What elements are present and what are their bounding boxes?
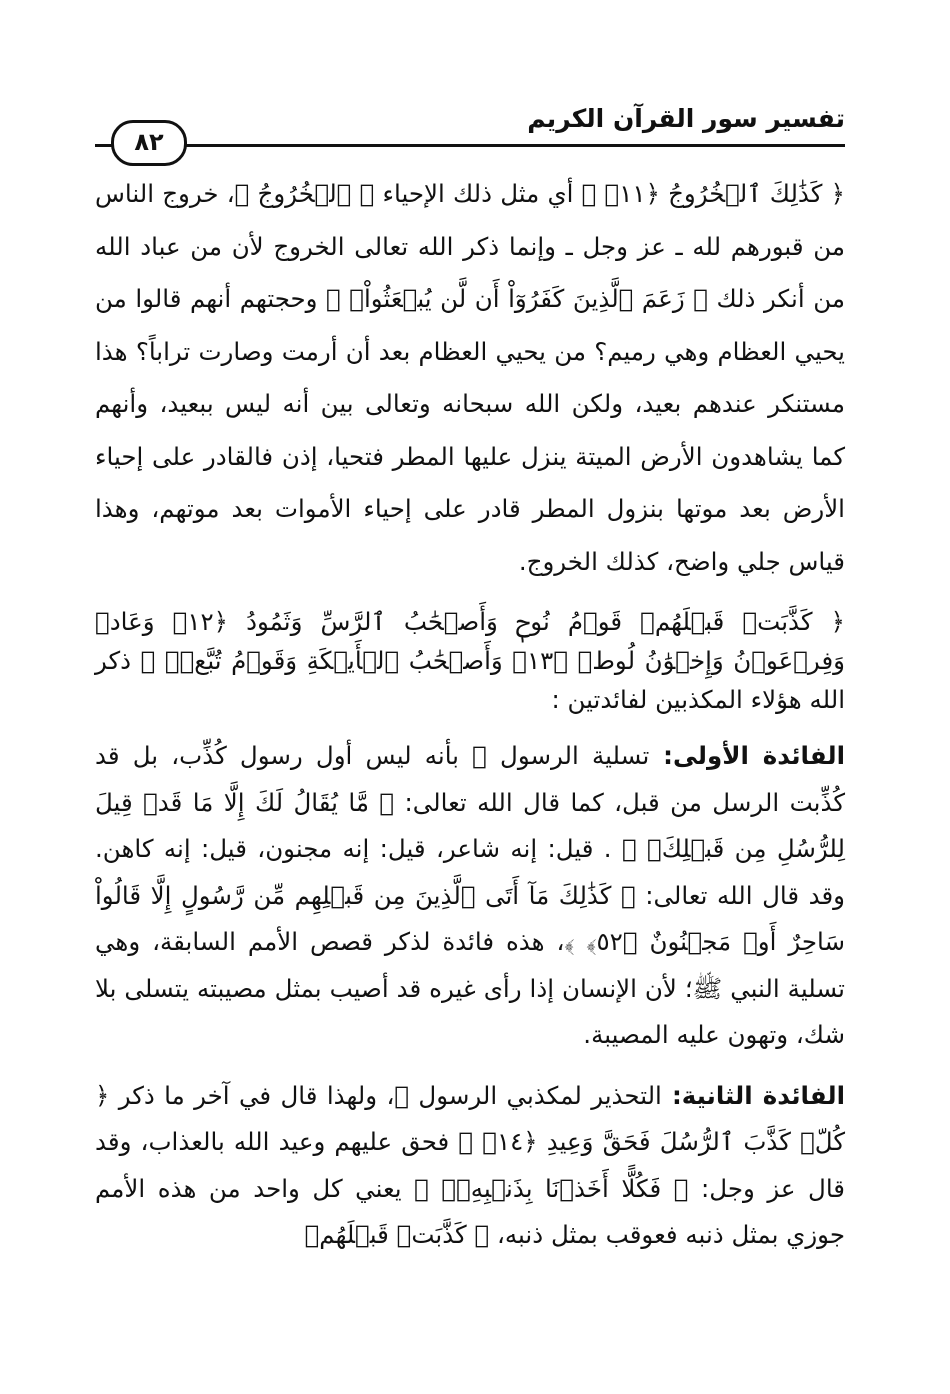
paragraph-3-text: تسلية الرسول ﷺ بأنه ليس أول رسول كُذِّب، بل قد كُذِّبت الرسل من قبل، كما قال الله تعالى: ﴿ مَّا يُقَالُ لَكَ إِلَّا مَا قَدۡ قِيلَ لِلرُّسُلِ مِن قَبۡلِكَۚ ﴾ . قيل: إنه شاعر، قيل: إنه مجنون، قيل: إنه كاهن. وقد قال الله تعالى: ﴿ كَذَٰلِكَ مَآ أَتَى ٱلَّذِينَ مِن قَبۡلِهِم مِّن رَّسُولٍ إِلَّا قَالُواْ سَاحِرٌ أَوۡ مَجۡنُونٌ ﴿٥٢﴾ ﴾، هذه فائدة لذكر قصص الأمم السابقة، وهي تسلية النبي ﷺ؛ لأن الإنسان إذا رأى غيره قد أصيب بمثل مصيبته يتسلى بلا شك، وتهون عليه المصيبة. (95, 741, 845, 1049)
page-header (95, 96, 845, 156)
second-benefit-heading: الفائدة الثانية: (661, 1080, 845, 1110)
paragraph-2 (95, 602, 845, 719)
paragraph-4 (95, 1073, 845, 1259)
page-number: ٨٢ (111, 120, 187, 166)
header-rule (95, 144, 845, 147)
running-title: تفسير سور القرآن الكريم (527, 104, 845, 133)
page-body (95, 168, 845, 1259)
paragraph-1-text: ﴿ كَذَٰلِكَ ٱلۡخُرُوجُ ﴿١١﴾ ﴾ أي مثل ذلك الإحياء ﴿ ٱلۡخُرُوجُ ﴾، خروج الناس من قبورهم لله ـ عز وجل ـ وإنما ذكر الله تعالى الخروج لأن من عباد الله من أنكر ذلك ﴿ زَعَمَ ٱلَّذِينَ كَفَرُوٓاْ أَن لَّن يُبۡعَثُواْۚ ﴾ وحجتهم أنهم قالوا من يحيي العظام وهي رميم؟ من يحيي العظام بعد أن أرمت وصارت تراباً؟ هذا مستنكر عندهم بعيد، ولكن الله سبحانه وتعالى بين أنه ليس ببعيد، وأنهم كما يشاهدون الأرض الميتة ينزل عليها المطر فتحيا، إذن فالقادر على إحياء الأرض بعد موتها بنزول المطر قادر على إحياء الأموات بعد موتهم، وهذا قياس جلي واضح، كذلك الخروج. (95, 179, 845, 576)
paragraph-2-text: ﴿ كَذَّبَتۡ قَبۡلَهُمۡ قَوۡمُ نُوحٖ وَأَصۡحَٰبُ ٱلرَّسِّ وَثَمُودُ ﴿١٢﴾ وَعَادٞ وَفِرۡعَوۡنُ وَإِخۡوَٰنُ لُوطٖ ﴿١٣﴾ وَأَصۡحَٰبُ ٱلۡأَيۡكَةِ وَقَوۡمُ تُبَّعٖۚ ﴾ ذكر الله هؤلاء المكذبين لفائدتين : (95, 607, 845, 714)
paragraph-4-text: التحذير لمكذبي الرسول ﷺ، ولهذا قال في آخر ما ذكر ﴿ كُلّٞ كَذَّبَ ٱلرُّسُلَ فَحَقَّ وَعِيدِ ﴿١٤﴾ ﴾ فحق عليهم وعيد الله بالعذاب، وقد قال عز وجل: ﴿ فَكُلًّا أَخَذۡنَا بِذَنۢبِهِۦۖ ﴾ يعني كل واحد من هذه الأمم جوزي بمثل ذنبه فعوقب بمثل ذنبه، ﴿ كَذَّبَتۡ قَبۡلَهُمۡ (95, 1080, 845, 1249)
paragraph-3 (95, 733, 845, 1059)
paragraph-1 (95, 168, 845, 588)
first-benefit-heading: الفائدة الأولى: (649, 741, 845, 770)
